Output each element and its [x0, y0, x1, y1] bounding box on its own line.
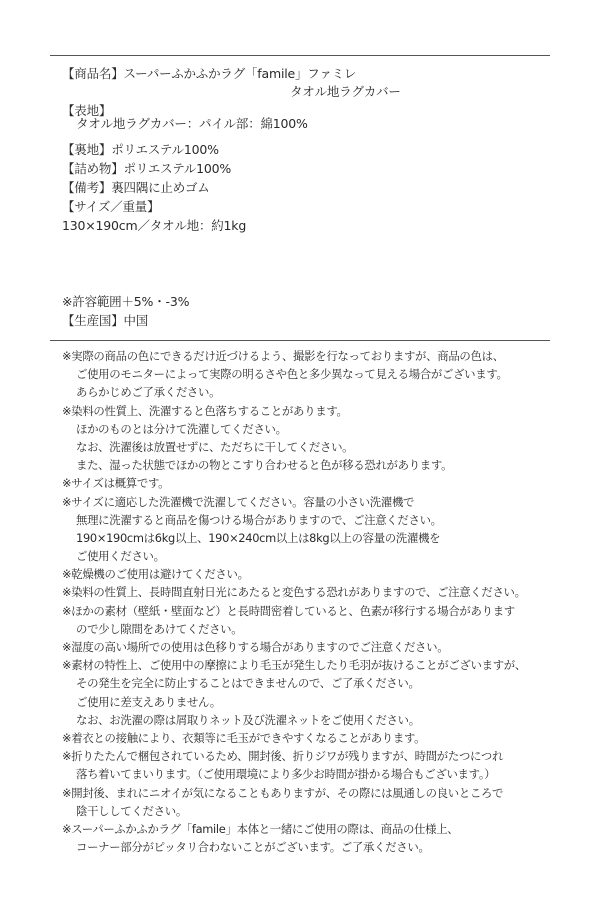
- note-line: ほかのものとは分けて洗濯してください。: [76, 421, 287, 436]
- note-line: ※染料の性質上、長時間直射日光にあたると変色する恐れがありますので、ご注意ください。: [62, 585, 526, 600]
- note-line: ※素材の特性上、ご使用中の摩擦により毛玉が発生したり毛羽が抜けることがございますが、: [62, 658, 526, 673]
- size-label: 【サイズ／重量】: [62, 199, 160, 214]
- note-line: 190×190cmは6kg以上、190×240cm以上は8kg以上の容量の洗濯機を: [76, 530, 441, 545]
- product-name-line1: 【商品名】スーパーふかふかラグ「famile」ファミレ: [62, 66, 357, 81]
- surface-value: タオル地ラグカバー：パイル部：綿100%: [76, 116, 308, 131]
- note-line: ※サイズは概算です。: [62, 476, 170, 491]
- note-line: ※着衣との接触により、衣類等に毛玉ができやすくなることがあります。: [62, 730, 426, 745]
- country-of-origin: 【生産国】中国: [62, 313, 149, 328]
- section-divider: [50, 340, 550, 341]
- note-line: ※スーパーふかふかラグ「famile」本体と一緒にご使用の際は、商品の仕様上、: [62, 821, 459, 836]
- note-line: ので少し隙間をあけてください。: [76, 621, 243, 636]
- product-name-line2: タオル地ラグカバー: [290, 84, 401, 99]
- note-line: ご使用に差支えありません。: [76, 694, 221, 709]
- top-divider: [50, 55, 550, 56]
- caution-notes: [62, 347, 552, 856]
- remarks: 【備考】裏四隅に止めゴム: [62, 180, 210, 195]
- note-line: ※実際の商品の色にできるだけ近づけるよう、撮影を行なっておりますが、商品の色は、: [62, 349, 504, 363]
- note-line: 落ち着いてまいります。（ご使用環境により多少お時間が掛かる場合もございます。）: [76, 767, 496, 782]
- note-line: 陰干ししてください。: [76, 803, 187, 818]
- note-line: その発生を完全に防止することはできませんので、ご了承ください。: [76, 676, 420, 691]
- note-line: ※開封後、まれにニオイが気になることもありますが、その際には風通しの良いところで: [62, 785, 504, 800]
- note-line: なお、洗濯後は放置せずに、ただちに干してください。: [76, 439, 354, 454]
- note-line: ※折りたたんで梱包されているため、開封後、折りジワが残りますが、時間がたつにつれ: [62, 749, 504, 764]
- note-line: また、湿った状態でほかの物とこすり合わせると色が移る恐れがあります。: [76, 458, 453, 473]
- note-line: ※乾燥機のご使用は避けてください。: [62, 567, 249, 582]
- note-line: ご使用のモニターによって実際の明るさや色と多少異なって見える場合がございます。: [76, 367, 508, 382]
- note-line: ※サイズに適応した洗濯機で洗濯してください。容量の小さい洗濯機で: [62, 494, 415, 509]
- note-line: 無理に洗濯すると商品を傷つける場合がありますので、ご注意ください。: [76, 512, 442, 527]
- filling-material: 【詰め物】ポリエステル100%: [62, 161, 232, 176]
- size-value: 130×190cm／タオル地：約1kg: [62, 218, 247, 233]
- back-material: 【裏地】ポリエステル100%: [62, 142, 219, 157]
- note-line: ※染料の性質上、洗濯すると色落ちすることがあります。: [62, 403, 348, 418]
- note-line: ※ほかの素材（壁紙・壁面など）と長時間密着していると、色素が移行する場合があります: [62, 603, 515, 618]
- tolerance: ※許容範囲＋5%・-3%: [62, 294, 190, 309]
- surface-label: 【表地】: [62, 103, 112, 118]
- note-line: ご使用ください。: [76, 549, 165, 564]
- note-line: ※湿度の高い場所での使用は色移りする場合がありますのでご注意ください。: [62, 640, 449, 654]
- note-line: なお、お洗濯の際は屑取りネット及び洗濯ネットをご使用ください。: [76, 712, 420, 727]
- note-line: あらかじめご了承ください。: [76, 385, 221, 400]
- note-line: コーナー部分がピッタリ合わないことがございます。ご了承ください。: [76, 840, 430, 855]
